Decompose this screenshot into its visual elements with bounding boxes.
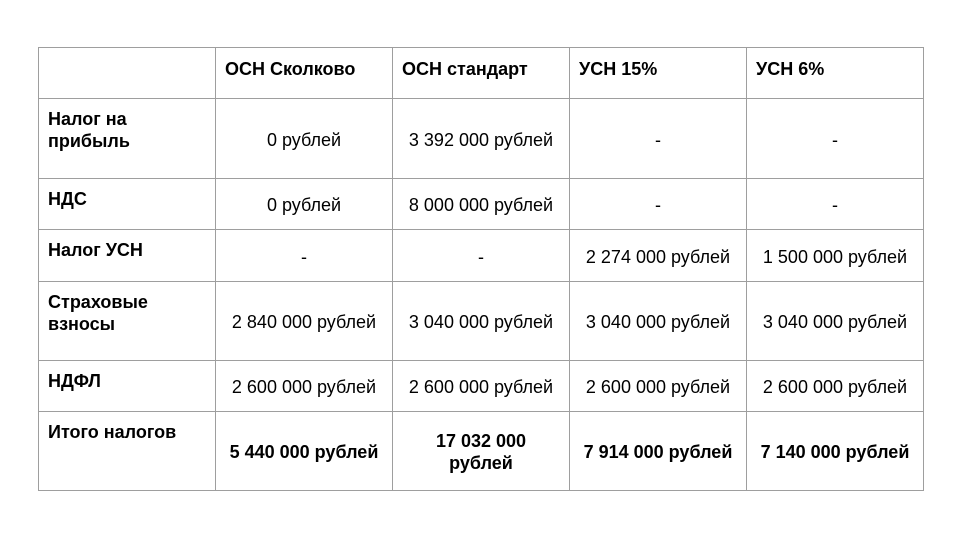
row-label: Налог УСН bbox=[39, 230, 216, 282]
row-label: Итого налогов bbox=[39, 412, 216, 491]
table-cell: 0 рублей bbox=[216, 179, 393, 230]
table-cell: 1 500 000 рублей bbox=[747, 230, 924, 282]
table-cell: 2 600 000 рублей bbox=[216, 361, 393, 412]
table-row-profit-tax bbox=[39, 99, 924, 179]
row-label: Страховые взносы bbox=[39, 282, 216, 361]
table-cell: 2 600 000 рублей bbox=[570, 361, 747, 412]
table-header-row bbox=[39, 48, 924, 99]
table-cell: - bbox=[216, 230, 393, 282]
table-row-ndfl bbox=[39, 361, 924, 412]
header-osn-skolkovo: ОСН Сколково bbox=[216, 48, 393, 99]
total-cell: 7 140 000 рублей bbox=[747, 412, 924, 491]
table-row-insurance bbox=[39, 282, 924, 361]
row-label: НДС bbox=[39, 179, 216, 230]
table-cell: 3 392 000 рублей bbox=[393, 99, 570, 179]
table-cell: 2 600 000 рублей bbox=[747, 361, 924, 412]
table-cell: - bbox=[570, 179, 747, 230]
table-cell: - bbox=[747, 179, 924, 230]
total-cell: 7 914 000 рублей bbox=[570, 412, 747, 491]
table-cell: 2 600 000 рублей bbox=[393, 361, 570, 412]
header-usn-6: УСН 6% bbox=[747, 48, 924, 99]
table-cell: 0 рублей bbox=[216, 99, 393, 179]
table-cell: - bbox=[570, 99, 747, 179]
table-row-usn-tax bbox=[39, 230, 924, 282]
total-cell: 5 440 000 рублей bbox=[216, 412, 393, 491]
tax-comparison-table bbox=[38, 47, 924, 491]
table-row-vat bbox=[39, 179, 924, 230]
table-cell: - bbox=[747, 99, 924, 179]
table-cell: 8 000 000 рублей bbox=[393, 179, 570, 230]
row-label: Налог на прибыль bbox=[39, 99, 216, 179]
table-cell: 3 040 000 рублей bbox=[393, 282, 570, 361]
table-cell: 2 274 000 рублей bbox=[570, 230, 747, 282]
row-label: НДФЛ bbox=[39, 361, 216, 412]
table-cell: 2 840 000 рублей bbox=[216, 282, 393, 361]
table-cell: 3 040 000 рублей bbox=[570, 282, 747, 361]
header-empty-cell bbox=[39, 48, 216, 99]
table-cell: - bbox=[393, 230, 570, 282]
table-cell: 3 040 000 рублей bbox=[747, 282, 924, 361]
header-osn-standard: ОСН стандарт bbox=[393, 48, 570, 99]
table-row-total bbox=[39, 412, 924, 491]
header-usn-15: УСН 15% bbox=[570, 48, 747, 99]
total-cell: 17 032 000 рублей bbox=[393, 412, 570, 491]
